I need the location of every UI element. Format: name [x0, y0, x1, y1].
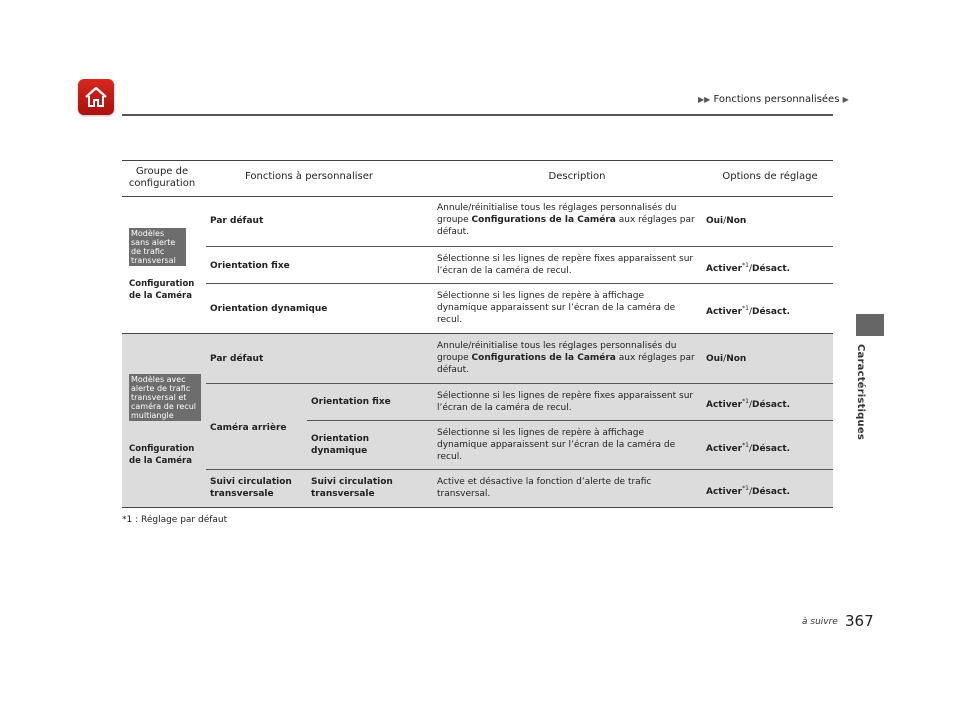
row-divider: [206, 246, 833, 247]
description-text: Sélectionne si les lignes de repère fixes apparaissent sur l’écran de la caméra de recul.: [437, 391, 694, 413]
option-values: Oui/Non: [706, 216, 747, 226]
continue-label: à suivre: [802, 617, 838, 627]
row-divider: [206, 383, 833, 384]
page-number: 367: [845, 612, 874, 630]
function-label: Caméra arrière: [210, 423, 287, 433]
option-values: Activer$^{*1}$/Désact.: [706, 305, 791, 317]
sub-function-label: Orientation fixe: [311, 397, 391, 407]
double-arrow-icon: ▶▶: [698, 95, 711, 104]
col-header-options: Options de réglage: [722, 171, 818, 182]
arrow-icon: ▶: [842, 95, 849, 104]
model-badge: Modèles avec alerte de trafic transversal et caméra de recul multiangle: [129, 374, 201, 421]
header-divider: [122, 114, 833, 116]
description-text: Annule/réinitialise tous les réglages personnalisés du groupe Configurations de la Caméra aux réglages par défaut.: [437, 203, 695, 237]
section-tab-marker: [856, 314, 884, 336]
col-header-description: Description: [548, 171, 606, 182]
col-header-group: Groupe de configuration: [128, 166, 196, 189]
option-values: Activer$^{*1}$/Désact.: [706, 262, 791, 274]
description-text: Sélectionne si les lignes de repère à affichage dynamique apparaissent sur l’écran de la caméra de recul.: [437, 428, 676, 462]
model-badge: Modèles sans alerte de trafic transversal: [129, 228, 186, 266]
function-label: Orientation fixe: [210, 261, 290, 271]
option-values: Activer$^{*1}$/Désact.: [706, 442, 791, 454]
description-text: Sélectionne si les lignes de repère à affichage dynamique apparaissent sur l’écran de la caméra de recul.: [437, 291, 676, 325]
description-text: Active et désactive la fonction d’alerte de trafic transversal.: [437, 477, 652, 499]
description-text: Annule/réinitialise tous les réglages personnalisés du groupe Configurations de la Caméra aux réglages par défaut.: [437, 341, 695, 375]
option-values: Activer$^{*1}$/Désact.: [706, 485, 791, 497]
breadcrumb[interactable]: [698, 94, 849, 105]
sub-function-label: Orientation dynamique: [311, 434, 370, 456]
option-values: Oui/Non: [706, 354, 747, 364]
function-label: Orientation dynamique: [210, 304, 328, 314]
row-divider: [206, 283, 833, 284]
option-values: Activer$^{*1}$/Désact.: [706, 398, 791, 410]
col-header-functions: Fonctions à personnaliser: [245, 171, 373, 182]
row-divider: [206, 469, 833, 470]
home-button[interactable]: [78, 79, 114, 115]
home-icon: [83, 84, 109, 110]
table-bottom-border: [122, 507, 833, 508]
function-label: Par défaut: [210, 354, 264, 364]
description-text: Sélectionne si les lignes de repère fixes apparaissent sur l’écran de la caméra de recul.: [437, 254, 694, 276]
function-label: Suivi circulation transversale: [210, 477, 292, 499]
row-divider: [307, 420, 833, 421]
function-label: Par défaut: [210, 216, 264, 226]
group-name: Configuration de la Caméra: [129, 279, 195, 301]
table-header: [122, 160, 833, 197]
footnote: *1 : Réglage par défaut: [122, 515, 228, 525]
breadcrumb-label: Fonctions personnalisées: [713, 94, 840, 105]
group-name: Configuration de la Caméra: [129, 444, 195, 466]
section-tab-label: Caractéristiques: [855, 344, 866, 440]
sub-function-label: Suivi circulation transversale: [311, 477, 393, 499]
